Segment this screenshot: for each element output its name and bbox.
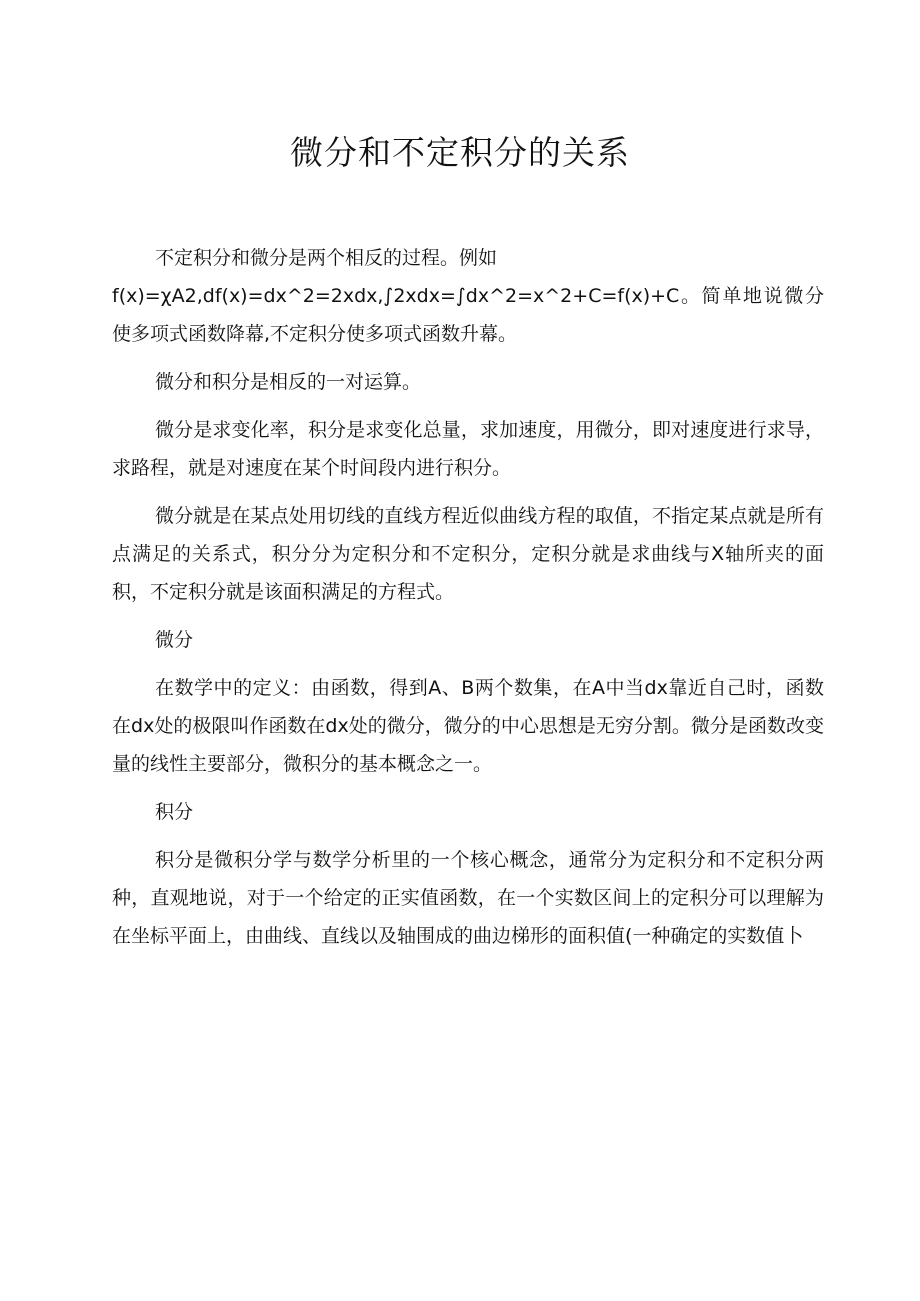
document-body bbox=[112, 239, 824, 965]
paragraph-tangent-approximation: 微分就是在某点处用切线的直线方程近似曲线方程的取值，不指定某点就是所有点满足的关系式，积分分为定积分和不定积分，定积分就是求曲线与X轴所夹的面积，不定积分就是该面积满足的方程式。 bbox=[112, 505, 824, 603]
paragraph-integral-definition: 积分是微积分学与数学分析里的一个核心概念，通常分为定积分和不定积分两种，直观地说，对于一个给定的正实值函数，在一个实数区间上的定积分可以理解为在坐标平面上，由曲线、直线以及轴围成的曲边梯形的面积值(一种确定的实数值卜 bbox=[112, 849, 824, 947]
paragraph-inverse-operations: 微分和积分是相反的一对运算。 bbox=[155, 371, 422, 393]
paragraph-differential-definition: 在数学中的定义：由函数，得到A、B两个数集，在A中当dx靠近自己时，函数在dx处的极限叫作函数在dx处的微分，微分的中心思想是无穷分割。微分是函数改变量的线性主要部分，微积分的基本概念之一。 bbox=[112, 677, 824, 775]
section-heading-differential: 微分 bbox=[155, 629, 194, 651]
paragraph-rate-and-total: 微分是求变化率，积分是求变化总量，求加速度，用微分，即对速度进行求导，求路程，就是对速度在某个时间段内进行积分。 bbox=[112, 419, 824, 479]
formula-paragraph: f(x)=χA2,df(x)=dx^2=2xdx,∫2xdx=∫dx^2=x^2+C=f(x)+C。简单地说微分使多项式函数降幕,不定积分使多项式函数升幕。 bbox=[112, 285, 824, 345]
intro-paragraph: 不定积分和微分是两个相反的过程。例如 bbox=[155, 247, 498, 269]
section-heading-integral: 积分 bbox=[155, 801, 194, 823]
page-title: 微分和不定积分的关系 bbox=[290, 133, 630, 172]
